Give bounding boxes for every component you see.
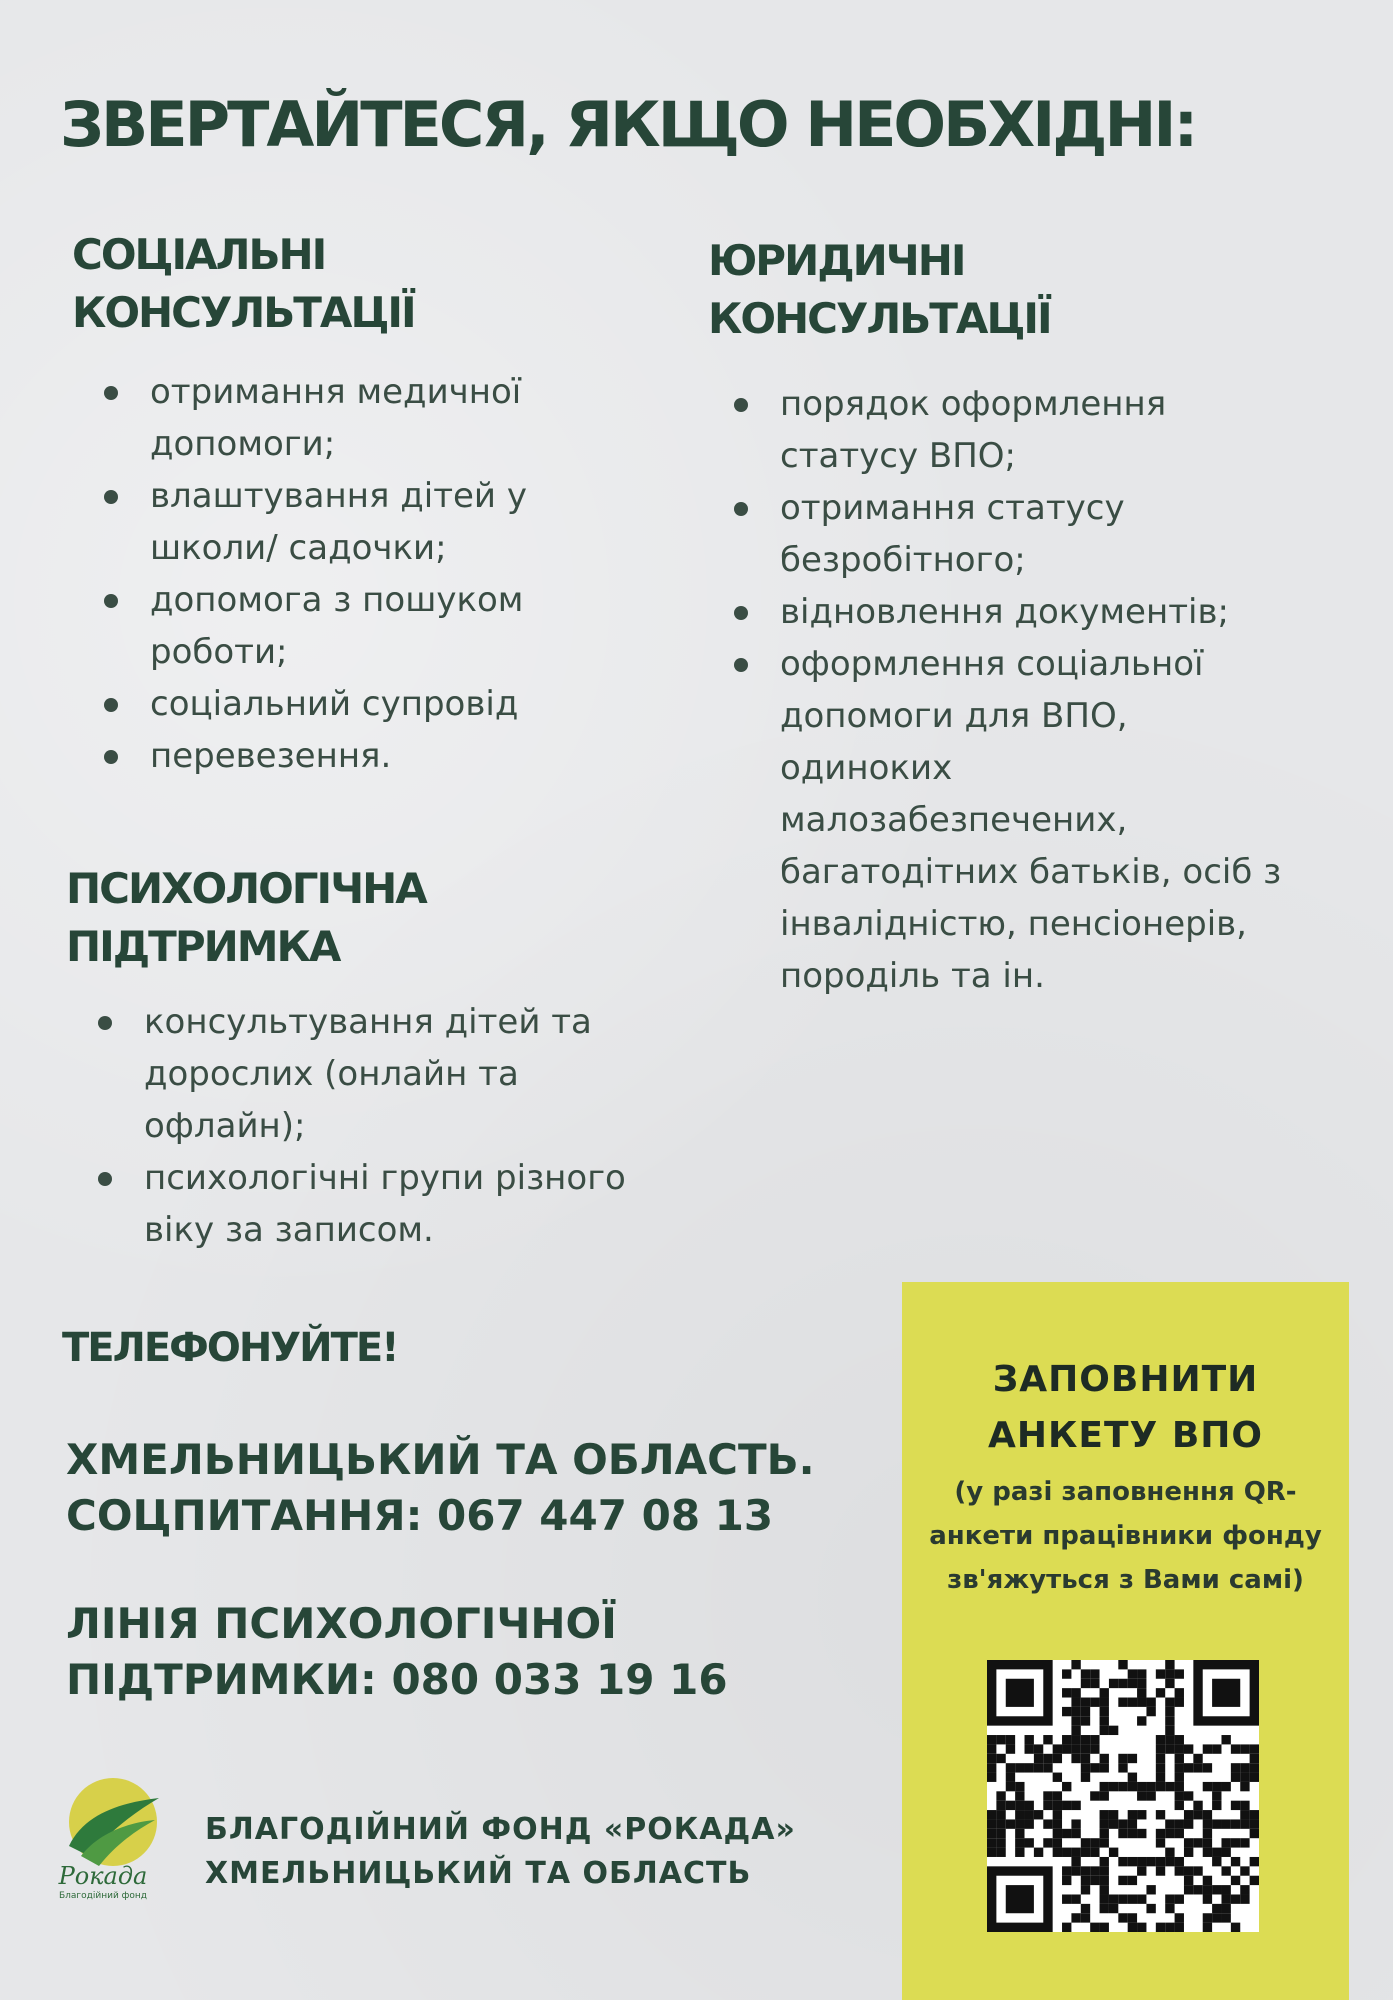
contact-social-phone: СОЦПИТАННЯ: 067 447 08 13 — [66, 1491, 774, 1540]
list-item-line: влаштування дітей у — [150, 476, 527, 516]
list-item-line: перевезення. — [150, 736, 392, 776]
list-item-line: допомоги для ВПО, — [780, 696, 1128, 736]
contact-psych-line1: ЛІНІЯ ПСИХОЛОГІЧНОЇ — [66, 1599, 617, 1648]
social-heading-line1: СОЦІАЛЬНІ — [72, 230, 326, 279]
list-item-line: отримання медичної — [150, 372, 522, 412]
list-item — [730, 482, 1360, 586]
list-item-line: допомоги; — [150, 424, 336, 464]
legal-list — [730, 378, 1360, 1002]
list-item-line: соціальний супровід — [150, 684, 519, 724]
social-heading-line2: КОНСУЛЬТАЦІЇ — [72, 288, 415, 337]
page-title: ЗВЕРТАЙТЕСЯ, ЯКЩО НЕОБХІДНІ: — [60, 88, 1196, 161]
list-item-line: безробітного; — [780, 540, 1026, 580]
qr-code[interactable] — [987, 1660, 1259, 1932]
legal-heading — [708, 232, 1051, 348]
list-item — [94, 1152, 694, 1256]
card-title-line2: АНКЕТУ ВПО — [987, 1415, 1264, 1456]
psych-list — [94, 996, 694, 1256]
list-item-line: офлайн); — [144, 1106, 306, 1146]
contact-social-line1: ХМЕЛЬНИЦЬКИЙ ТА ОБЛАСТЬ. — [66, 1435, 815, 1484]
list-item — [730, 586, 1360, 638]
list-item — [730, 378, 1360, 482]
legal-heading-line1: ЮРИДИЧНІ — [708, 236, 965, 285]
card-title — [902, 1352, 1349, 1464]
list-item — [730, 638, 1360, 1002]
contact-psych-phone: ПІДТРИМКИ: 080 033 19 16 — [66, 1655, 728, 1704]
contact-psych — [66, 1596, 728, 1708]
vpo-form-card — [902, 1282, 1349, 2000]
list-item — [94, 996, 694, 1152]
list-item — [100, 574, 620, 678]
card-title-line1: ЗАПОВНИТИ — [992, 1359, 1259, 1400]
list-item — [100, 678, 620, 730]
rokada-logo-icon — [55, 1772, 165, 1902]
logo-name: Рокада — [58, 1862, 148, 1890]
list-item-line: малозабезпечених, — [780, 800, 1128, 840]
list-item-line: школи/ садочки; — [150, 528, 447, 568]
list-item-line: одиноких — [780, 748, 953, 788]
card-note: (у разі заповнення QR- анкети працівники фонду зв'яжуться з Вами самі) — [929, 1477, 1322, 1595]
call-to-action: ТЕЛЕФОНУЙТЕ! — [62, 1325, 398, 1371]
social-list — [100, 366, 620, 782]
social-heading — [72, 226, 415, 342]
list-item-line: консультування дітей та — [144, 1002, 592, 1042]
list-item — [100, 366, 620, 470]
list-item — [100, 470, 620, 574]
legal-heading-line2: КОНСУЛЬТАЦІЇ — [708, 294, 1051, 343]
logo-subtitle: Благодійний фонд — [58, 1891, 148, 1901]
list-item-line: допомога з пошуком — [150, 580, 524, 620]
foundation-line2: ХМЕЛЬНИЦЬКИЙ ТА ОБЛАСТЬ — [205, 1856, 752, 1891]
list-item-line: дорослих (онлайн та — [144, 1054, 519, 1094]
foundation-line1: БЛАГОДІЙНИЙ ФОНД «РОКАДА» — [205, 1812, 796, 1847]
foundation-name — [205, 1808, 796, 1896]
psych-heading-line1: ПСИХОЛОГІЧНА — [66, 864, 426, 913]
list-item-line: психологічні групи різного — [144, 1158, 626, 1198]
list-item-line: роботи; — [150, 632, 288, 672]
list-item-line: оформлення соціальної — [780, 644, 1204, 684]
list-item-line: інвалідністю, пенсіонерів, — [780, 904, 1247, 944]
list-item-line: отримання статусу — [780, 488, 1125, 528]
list-item-line: порядок оформлення — [780, 384, 1167, 424]
list-item-line: віку за записом. — [144, 1210, 434, 1250]
list-item — [100, 730, 620, 782]
psych-heading — [66, 860, 426, 976]
list-item-line: породіль та ін. — [780, 956, 1045, 996]
psych-heading-line2: ПІДТРИМКА — [66, 922, 340, 971]
contact-social — [66, 1432, 815, 1544]
list-item-line: відновлення документів; — [780, 592, 1229, 632]
list-item-line: статусу ВПО; — [780, 436, 1016, 476]
list-item-line: багатодітних батьків, осіб з — [780, 852, 1282, 892]
rokada-logo — [55, 1772, 165, 1902]
